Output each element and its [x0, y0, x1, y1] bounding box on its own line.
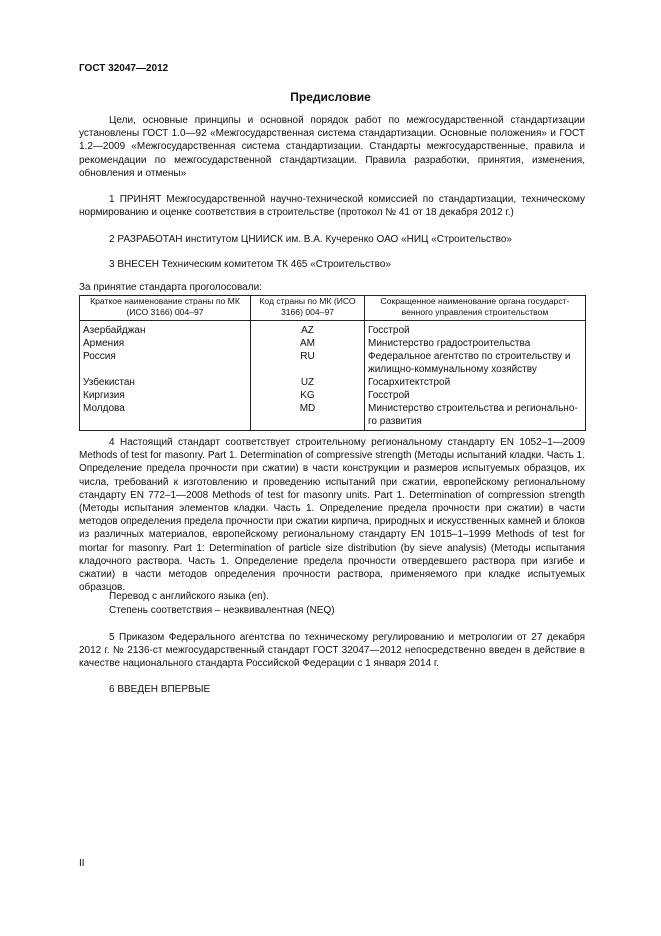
table-row	[80, 376, 586, 389]
country-cell: Киргизия	[80, 389, 251, 402]
item-4-translation-note: Перевод с английского языка (en).	[109, 591, 269, 602]
voting-table-header-row	[80, 296, 586, 321]
country-cell: Молдова	[80, 402, 251, 431]
country-cell: Азербайджан	[80, 321, 251, 338]
code-cell: KG	[251, 389, 365, 402]
voting-table	[79, 295, 586, 431]
item-4-degree-note: Степень соответствия – неэквивалентная (NEQ)	[109, 605, 335, 616]
standard-code-header: ГОСТ 32047—2012	[79, 63, 169, 74]
intro-paragraph: Цели, основные принципы и основной порядок работ по межгосударственной стандартизации установлены ГОСТ 1.0—92 «Межгосударственная система стандартизации. Основные положения» и ГОСТ 1.2—2009 «Межгосударственная система стандартизации. Стандарты межгосударственные, правила и рекомендации по межгосударственной стандартизации. Правила разработки, принятия, изменения, обновления и отмены»	[79, 115, 585, 179]
item-6-paragraph: 6 ВВЕДЕН ВПЕРВЫЕ	[109, 684, 211, 695]
code-cell: RU	[251, 350, 365, 376]
table-row	[80, 350, 586, 376]
table-row	[80, 402, 586, 431]
table-row	[80, 337, 586, 350]
code-cell: UZ	[251, 376, 365, 389]
item-1-paragraph: 1 ПРИНЯТ Межгосударственной научно-технической комиссией по стандартизации, техническому нормированию и оценке соответствия в строительстве (протокол № 41 от 18 декабря 2012 г.)	[79, 194, 585, 219]
org-cell: Госархитектстрой	[365, 376, 586, 389]
code-cell: AM	[251, 337, 365, 350]
code-cell: MD	[251, 402, 365, 431]
section-title: Предисловие	[290, 90, 371, 104]
country-cell: Узбекистан	[80, 376, 251, 389]
code-cell: AZ	[251, 321, 365, 338]
table-row	[80, 321, 586, 338]
item-4-paragraph: 4 Настоящий стандарт соответствует строительному региональному стандарту EN 1052–1—2009 Methods of test for masonry. Part 1. Determination of compressive strength (Методы испытаний кладки. Часть 1. Определение предела прочности при сжатии) в части конструкции и размеров испытуемых образцов, их числа, требований к изготовлению и проведению испытаний при сжатии, европейскому региональному стандарту EN 772–1—2008 Methods of test for masonry units. Part 1. Determination of compression strength (Методы испытания элементов кладки. Часть 1. Определение предела прочности при сжатии) в части методов определения предела прочности при сжатии кирпича, природных и искусственных камней и блоков из различных материалов, европейскому региональному стандарту EN 1015–1–1999 Methods of test for mortar for masonry. Part 1: Determination of particle size distribution (by sieve analysis) (Методы испытания кладочного раствора. Часть 1. Определение предела прочности отвердевшего раствора при изгибе и сжатии) в части методов определения прочности раствора, применяемого при кладке испытуемых образцов.	[79, 437, 585, 594]
table-row	[80, 389, 586, 402]
org-cell: Федеральное агентство по строительству и жилищно-коммунальному хозяйству	[365, 350, 586, 376]
item-5-paragraph: 5 Приказом Федерального агентства по техническому регулированию и метрологии от 27 декабря 2012 г. № 2136-ст межгосударственный стандарт ГОСТ 32047—2012 непосредственно введен в действие в качестве национального стандарта Российской Федерации с 1 января 2014 г.	[79, 632, 585, 670]
header-code: Код страны по МК (ИСО 3166) 004–97	[251, 296, 365, 321]
item-3-paragraph: 3 ВНЕСЕН Техническим комитетом ТК 465 «Строительство»	[109, 259, 391, 270]
voting-caption: За принятие стандарта проголосовали:	[79, 282, 262, 293]
country-cell: Армения	[80, 337, 251, 350]
org-cell: Госстрой	[365, 321, 586, 338]
item-2-paragraph: 2 РАЗРАБОТАН институтом ЦНИИСК им. В.А. Кучеренко ОАО «НИЦ «Строительство»	[109, 234, 512, 245]
header-org: Сокращенное наименование органа государственного управления строительством	[365, 296, 586, 321]
org-cell: Министерство градостроительства	[365, 337, 586, 350]
page-number: II	[79, 858, 85, 869]
country-cell: Россия	[80, 350, 251, 376]
org-cell: Министерство строительства и регионального развития	[365, 402, 586, 431]
header-country: Краткое наименование страны по МК (ИСО 3166) 004–97	[80, 296, 251, 321]
org-cell: Госстрой	[365, 389, 586, 402]
